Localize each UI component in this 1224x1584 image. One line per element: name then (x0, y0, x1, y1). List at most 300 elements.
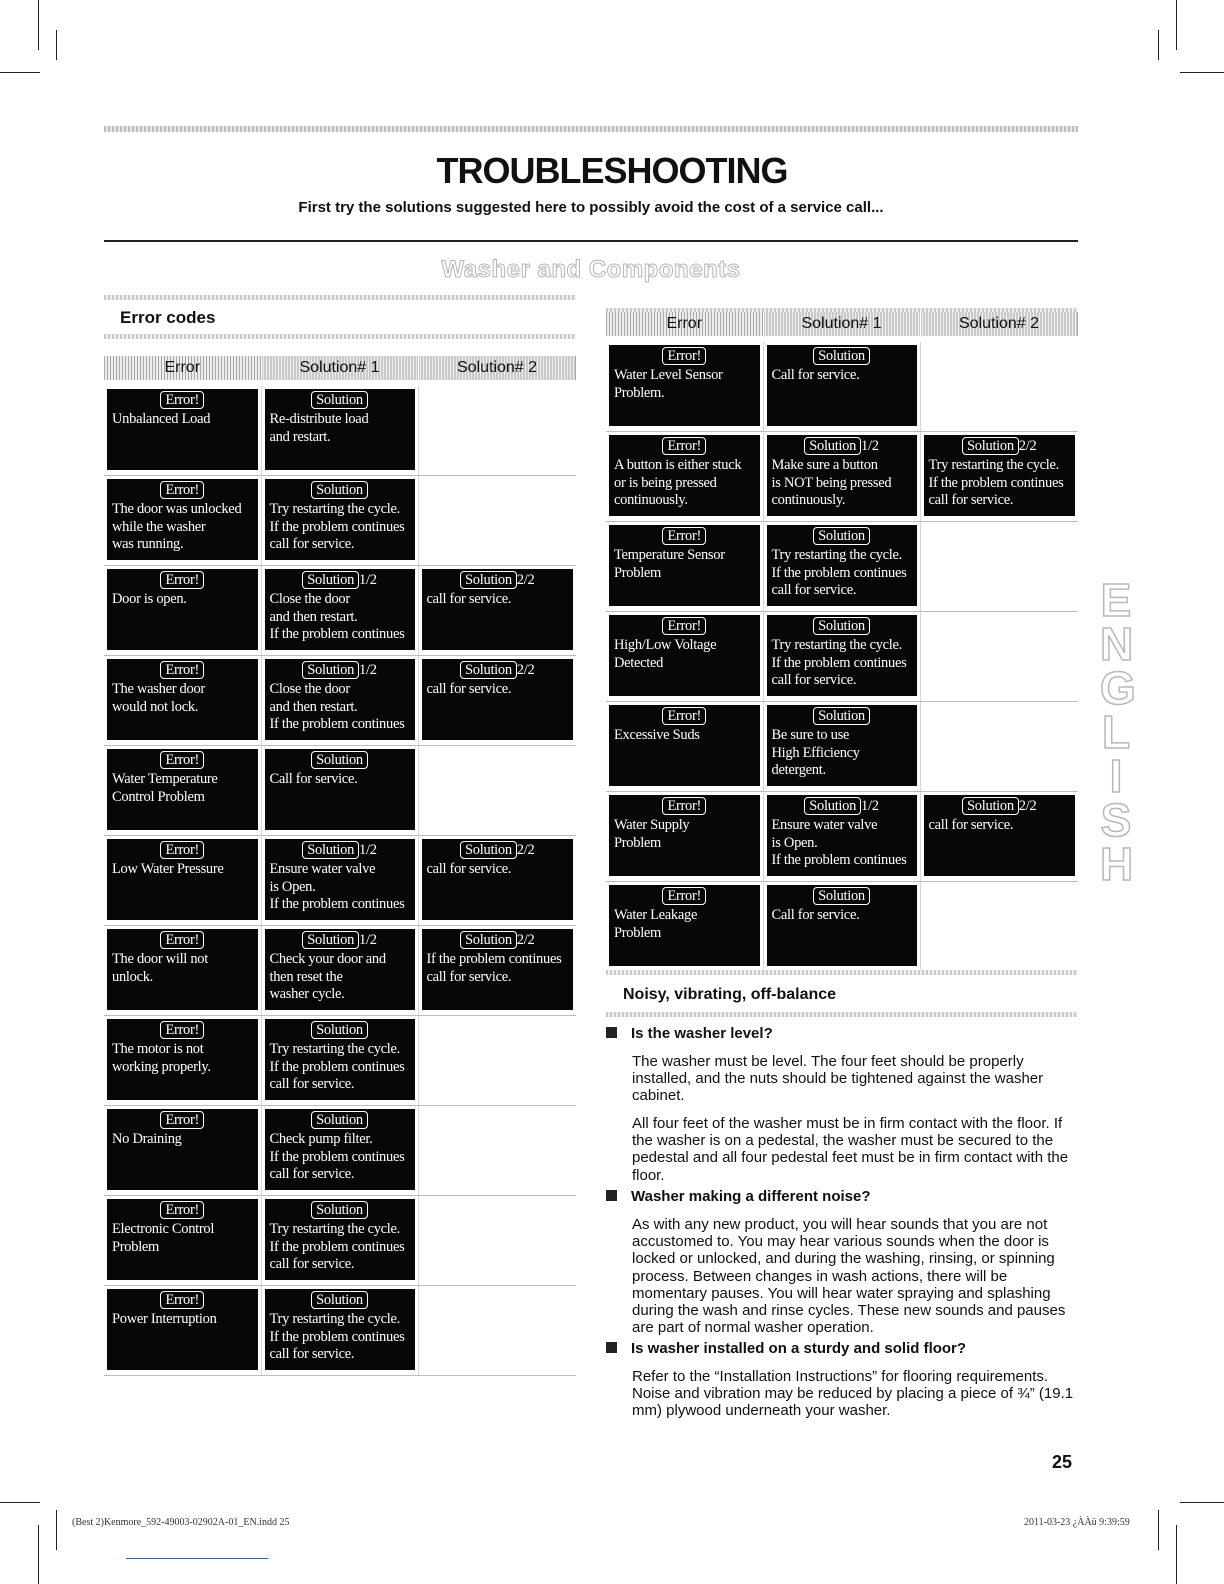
badge-row (270, 841, 410, 861)
badge-row (772, 617, 912, 637)
error-cell (606, 612, 763, 702)
error-codes-body (606, 339, 1078, 972)
error-description (107, 1109, 258, 1190)
solution-2-cell (418, 656, 576, 746)
error-cell (104, 1286, 261, 1376)
badge-row (772, 437, 912, 457)
solution-1-cell (763, 702, 920, 792)
col-header-solution-1: Solution# 1 (763, 312, 920, 339)
solution-badge: Solution (311, 481, 368, 499)
error-codes-table-continued (606, 312, 1079, 972)
error-description (609, 435, 760, 516)
solution-1 (767, 705, 917, 786)
solution-1-cell (261, 383, 418, 476)
badge-row (270, 391, 410, 411)
solution-badge: Solution (460, 571, 517, 589)
error-description (107, 929, 258, 1010)
crop-mark (1158, 30, 1159, 60)
solution-1-text: Check pump filter. If the problem continues call for service. (269, 1131, 405, 1182)
solution-1-text: Check your door and then reset the washer cycle. (269, 951, 386, 1002)
question-sturdy-floor: Is washer installed on a sturdy and solid floor? (606, 1340, 1086, 1357)
error-description-text: No Draining (112, 1131, 182, 1147)
badge-row (270, 661, 410, 681)
bullet-square-icon (606, 1342, 617, 1353)
footer-link-line (126, 1558, 268, 1559)
solution-1-text: Call for service. (771, 367, 860, 383)
solution-2-cell (418, 476, 576, 566)
solution-2-text: call for service. (426, 591, 512, 607)
solution-2-cell (418, 1286, 576, 1376)
crop-mark (0, 72, 40, 73)
solution-1-cell (261, 926, 418, 1016)
badge-row (929, 797, 1071, 817)
error-description-text: Water Level Sensor Problem. (614, 367, 723, 401)
badge-row (427, 841, 569, 861)
table-row (104, 926, 576, 1016)
badge-row (112, 1021, 253, 1041)
badge-row (270, 751, 410, 771)
solution-badge: Solution (311, 1021, 368, 1039)
solution-2-cell (920, 522, 1078, 612)
table-row (104, 476, 576, 566)
error-description-text: High/Low Voltage Detected (614, 637, 717, 671)
solution-1 (265, 659, 415, 740)
badge-row (614, 527, 755, 547)
error-badge: Error! (160, 481, 204, 499)
badge-row (270, 481, 410, 501)
solution-badge: Solution (962, 797, 1019, 815)
badge-row (772, 347, 912, 367)
solution-1-cell (763, 432, 920, 522)
badge-row (614, 617, 755, 637)
solution-badge: Solution (302, 571, 359, 589)
solution-badge: Solution (460, 661, 517, 679)
solution-1-cell (763, 882, 920, 972)
solution-1-text: Try restarting the cycle. If the problem continues call for service. (771, 547, 907, 598)
solution-2-cell (418, 926, 576, 1016)
badge-row (270, 571, 410, 591)
solution-2-text: call for service. (426, 681, 512, 697)
error-description (107, 839, 258, 920)
solution-2-cell (418, 746, 576, 836)
bullet-square-icon (606, 1190, 617, 1201)
badge-row (112, 571, 253, 591)
table-row (606, 522, 1078, 612)
error-cell (606, 432, 763, 522)
page-title: TROUBLESHOOTING (436, 150, 788, 191)
col-header-solution-2: Solution# 2 (418, 356, 576, 383)
side-label-letter: G (1100, 662, 1136, 714)
solution-1-cell (261, 836, 418, 926)
error-badge: Error! (160, 1111, 204, 1129)
solution-badge: Solution (311, 391, 368, 409)
badge-row (772, 797, 912, 817)
footer-timestamp: 2011-03-23 ¿ÀÀü 9:39:59 (1024, 1517, 1130, 1528)
error-badge: Error! (662, 797, 706, 815)
error-badge: Error! (662, 437, 706, 455)
solution-1-text: Re-distribute load and restart. (269, 411, 369, 445)
col-header-solution-1: Solution# 1 (261, 356, 418, 383)
table-row (606, 792, 1078, 882)
badge-row (929, 437, 1071, 457)
step-fraction: 1/2 (359, 932, 377, 948)
solution-1 (767, 795, 917, 876)
error-badge: Error! (662, 347, 706, 365)
solution-2-cell (418, 1016, 576, 1106)
step-fraction: 2/2 (1018, 438, 1037, 454)
error-description (107, 1199, 258, 1280)
solution-badge: Solution (962, 437, 1019, 455)
step-fraction: 1/2 (359, 572, 377, 588)
solution-badge: Solution (302, 661, 359, 679)
solution-1-cell (261, 1196, 418, 1286)
solution-1-cell (261, 566, 418, 656)
solution-2-cell (920, 612, 1078, 702)
step-fraction: 2/2 (516, 662, 535, 678)
error-description (107, 1019, 258, 1100)
error-codes-table (104, 356, 577, 1376)
step-fraction: 2/2 (516, 572, 535, 588)
solution-2-cell (418, 1106, 576, 1196)
error-description-text: Power Interruption (112, 1311, 217, 1327)
left-top-rule (104, 295, 576, 300)
crop-mark (1176, 0, 1177, 50)
error-badge: Error! (160, 1201, 204, 1219)
table-row (104, 746, 576, 836)
error-description-text: Low Water Pressure (112, 861, 224, 877)
badge-row (614, 887, 755, 907)
solution-1-text: Close the door and then restart. If the problem continues (269, 591, 405, 642)
badge-row (270, 1201, 410, 1221)
solution-badge: Solution (311, 751, 368, 769)
solution-badge: Solution (813, 887, 870, 905)
solution-1 (265, 479, 415, 560)
solution-1 (767, 345, 917, 426)
language-side-label (1100, 574, 1136, 890)
badge-row (270, 931, 410, 951)
table-row (104, 566, 576, 656)
badge-row (112, 1291, 253, 1311)
solution-2-text: call for service. (928, 817, 1014, 833)
solution-1-text: Try restarting the cycle. If the problem continues call for service. (269, 1221, 405, 1272)
error-description (107, 659, 258, 740)
solution-badge: Solution (311, 1111, 368, 1129)
table-row (104, 1106, 576, 1196)
solution-1-text: Try restarting the cycle. If the problem continues call for service. (269, 1041, 405, 1092)
error-description-text: A button is either stuck or is being pressed continuously. (614, 457, 742, 508)
error-badge: Error! (160, 1291, 204, 1309)
solution-1 (265, 389, 415, 470)
table-row (104, 383, 576, 476)
badge-row (112, 1201, 253, 1221)
badge-row (772, 707, 912, 727)
table-row (606, 432, 1078, 522)
solution-1-cell (261, 1016, 418, 1106)
solution-badge: Solution (311, 1291, 368, 1309)
answer-paragraph: The washer must be level. The four feet should be properly installed, and the nuts should be tightened against the washer cabinet. (632, 1053, 1044, 1105)
solution-badge: Solution (813, 617, 870, 635)
solution-1-text: Ensure water valve is Open. If the problem continues (269, 861, 405, 912)
crop-mark (1176, 1525, 1177, 1584)
error-description (609, 705, 760, 786)
error-cell (104, 476, 261, 566)
side-label-letter: N (1100, 618, 1134, 670)
solution-badge: Solution (302, 841, 359, 859)
solution-badge: Solution (460, 931, 517, 949)
step-fraction: 1/2 (359, 842, 377, 858)
error-description-text: Unbalanced Load (112, 411, 211, 427)
solution-1-text: Call for service. (269, 771, 358, 787)
table-row (104, 836, 576, 926)
noise-top-rule (606, 970, 1078, 975)
badge-row (614, 437, 755, 457)
error-cell (104, 746, 261, 836)
solution-1-text: Be sure to use High Efficiency detergent. (771, 727, 860, 778)
solution-1 (265, 929, 415, 1010)
solution-2 (422, 569, 574, 650)
solution-badge: Solution (813, 707, 870, 725)
col-header-error: Error (104, 356, 261, 383)
error-cell (606, 522, 763, 612)
error-cell (104, 656, 261, 746)
footer-file-name: (Best 2)Kenmore_592-49003-02902A-01_EN.indd 25 (72, 1517, 290, 1528)
error-badge: Error! (160, 751, 204, 769)
solution-2-cell (418, 1196, 576, 1286)
badge-row (112, 481, 253, 501)
badge-row (614, 347, 755, 367)
error-description-text: Door is open. (112, 591, 187, 607)
badge-row (427, 571, 569, 591)
solution-1-cell (261, 656, 418, 746)
step-fraction: 1/2 (861, 438, 879, 454)
crop-mark (0, 1502, 40, 1503)
solution-1-text: Try restarting the cycle. If the problem continues call for service. (771, 637, 907, 688)
question-different-noise: Washer making a different noise? (606, 1188, 1086, 1205)
error-cell (606, 882, 763, 972)
error-cell (606, 339, 763, 432)
error-badge: Error! (662, 707, 706, 725)
table-row (104, 1016, 576, 1106)
solution-badge: Solution (813, 347, 870, 365)
error-description-text: The door will not unlock. (112, 951, 208, 985)
solution-badge: Solution (804, 437, 861, 455)
table-header-row (606, 312, 1078, 339)
side-label-letter: S (1100, 794, 1132, 846)
solution-1 (265, 1289, 415, 1370)
table-row (606, 612, 1078, 702)
error-description-text: Water Temperature Control Problem (112, 771, 218, 805)
crop-mark (56, 1510, 57, 1550)
solution-badge: Solution (460, 841, 517, 859)
error-cell (104, 926, 261, 1016)
error-codes-heading: Error codes (120, 308, 216, 327)
solution-2-cell (418, 566, 576, 656)
step-fraction: 1/2 (861, 798, 879, 814)
solution-1-cell (763, 612, 920, 702)
solution-1 (265, 569, 415, 650)
section-title: Washer and Components (441, 256, 741, 283)
crop-mark (38, 1525, 39, 1584)
table-row (606, 702, 1078, 792)
solution-1-cell (763, 339, 920, 432)
solution-2 (422, 659, 574, 740)
error-description-text: The door was unlocked while the washer was running. (112, 501, 242, 552)
error-description (609, 615, 760, 696)
side-label-letter: I (1109, 750, 1123, 802)
solution-2-text: call for service. (426, 861, 512, 877)
solution-1-cell (261, 1106, 418, 1196)
error-description (107, 569, 258, 650)
solution-2 (924, 435, 1076, 516)
table-row (104, 656, 576, 746)
solution-2 (422, 929, 574, 1010)
top-dotted-rule (104, 126, 1078, 132)
solution-1 (767, 525, 917, 606)
crop-mark (1180, 72, 1224, 73)
crop-mark (38, 0, 39, 50)
solution-badge: Solution (804, 797, 861, 815)
error-description-text: Electronic Control Problem (112, 1221, 215, 1255)
solution-2-cell (418, 383, 576, 476)
solution-1-cell (261, 476, 418, 566)
error-description-text: Water Leakage Problem (614, 907, 698, 941)
bullet-square-icon (606, 1027, 617, 1038)
error-badge: Error! (662, 887, 706, 905)
answer-paragraph: As with any new product, you will hear sounds that you are not accustomed to. You may hear various sounds when the door is locked or unlocked, and during the washing, rinsing, or spinning process. Between changes in wash actions, there will be momentary pauses. You will hear water spraying and splashing during the wash and rinse cycles. These new sounds and pauses are part of normal washer operation. (632, 1216, 1066, 1337)
solution-1 (265, 1109, 415, 1190)
solution-1 (265, 1199, 415, 1280)
crop-mark (56, 30, 57, 60)
table-row (606, 882, 1078, 972)
badge-row (112, 751, 253, 771)
crop-mark (1180, 1502, 1224, 1503)
solution-badge: Solution (302, 931, 359, 949)
error-cell (104, 836, 261, 926)
solution-2-text: If the problem continues call for service. (426, 951, 562, 985)
error-badge: Error! (160, 391, 204, 409)
answer-paragraph: All four feet of the washer must be in firm contact with the floor. If the washer is on a pedestal, the washer must be secured to the pedestal and all four pedestal feet must be in firm contact with the floor. (632, 1115, 1069, 1184)
solution-2 (422, 839, 574, 920)
error-badge: Error! (160, 1021, 204, 1039)
step-fraction: 2/2 (516, 932, 535, 948)
error-badge: Error! (160, 571, 204, 589)
error-description-text: Water Supply Problem (614, 817, 690, 851)
solution-1-text: Try restarting the cycle. If the problem continues call for service. (269, 501, 405, 552)
solution-2 (924, 795, 1076, 876)
error-cell (104, 1196, 261, 1286)
question-washer-level: Is the washer level? (606, 1025, 1086, 1042)
solution-1 (767, 435, 917, 516)
solution-1-cell (763, 522, 920, 612)
badge-row (270, 1291, 410, 1311)
header-divider (104, 240, 1078, 242)
error-codes-body (104, 383, 576, 1376)
solution-1-text: Call for service. (771, 907, 860, 923)
solution-2-cell (920, 882, 1078, 972)
solution-1-text: Try restarting the cycle. If the problem continues call for service. (269, 1311, 405, 1362)
step-fraction: 2/2 (1018, 798, 1037, 814)
badge-row (772, 887, 912, 907)
solution-badge: Solution (813, 527, 870, 545)
error-cell (606, 702, 763, 792)
noise-heading: Noisy, vibrating, off-balance (623, 986, 837, 1003)
badge-row (270, 1111, 410, 1131)
error-description-text: Temperature Sensor Problem (614, 547, 725, 581)
badge-row (112, 931, 253, 951)
solution-2-cell (920, 432, 1078, 522)
table-row (104, 1196, 576, 1286)
badge-row (270, 1021, 410, 1041)
badge-row (112, 841, 253, 861)
badge-row (614, 797, 755, 817)
solution-1-cell (261, 746, 418, 836)
badge-row (112, 1111, 253, 1131)
error-cell (104, 383, 261, 476)
table-row (104, 1286, 576, 1376)
solution-1-text: Close the door and then restart. If the problem continues (269, 681, 405, 732)
solution-2-cell (418, 836, 576, 926)
badge-row (772, 527, 912, 547)
col-header-error: Error (606, 312, 763, 339)
error-cell (104, 566, 261, 656)
step-fraction: 1/2 (359, 662, 377, 678)
solution-1 (265, 1019, 415, 1100)
page-subtitle: First try the solutions suggested here to possibly avoid the cost of a service call... (298, 199, 884, 216)
solution-2-text: Try restarting the cycle. If the problem continues call for service. (928, 457, 1064, 508)
error-badge: Error! (160, 931, 204, 949)
error-description (609, 885, 760, 966)
solution-1 (767, 615, 917, 696)
error-cell (606, 792, 763, 882)
badge-row (112, 661, 253, 681)
error-cell (104, 1106, 261, 1196)
error-cell (104, 1016, 261, 1106)
error-description-text: The motor is not working properly. (112, 1041, 211, 1075)
solution-1 (265, 749, 415, 830)
error-description (107, 749, 258, 830)
solution-1-text: Make sure a button is NOT being pressed continuously. (771, 457, 892, 508)
side-label-letter: E (1100, 574, 1132, 626)
error-description-text: The washer door would not lock. (112, 681, 205, 715)
badge-row (427, 661, 569, 681)
side-label-letter: L (1101, 706, 1131, 758)
error-description (107, 389, 258, 470)
answer-paragraph: Refer to the “Installation Instructions” for flooring requirements. Noise and vibration may be reduced by placing a piece of ¾” (19.1 mm) plywood underneath your washer. (632, 1368, 1074, 1420)
error-description (107, 479, 258, 560)
page-number: 25 (1052, 1452, 1073, 1472)
solution-2-cell (920, 339, 1078, 432)
error-badge: Error! (662, 527, 706, 545)
error-description (609, 795, 760, 876)
solution-2-cell (920, 792, 1078, 882)
step-fraction: 2/2 (516, 842, 535, 858)
side-label-letter: H (1100, 838, 1134, 890)
solution-1-cell (763, 792, 920, 882)
error-description (107, 1289, 258, 1370)
solution-1-text: Ensure water valve is Open. If the problem continues (771, 817, 907, 868)
badge-row (427, 931, 569, 951)
error-description (609, 345, 760, 426)
table-row (606, 339, 1078, 432)
solution-badge: Solution (311, 1201, 368, 1219)
col-header-solution-2: Solution# 2 (920, 312, 1078, 339)
solution-1-cell (261, 1286, 418, 1376)
solution-2-cell (920, 702, 1078, 792)
crop-mark (1158, 1510, 1159, 1550)
left-heading-rule (104, 334, 576, 339)
solution-1 (265, 839, 415, 920)
badge-row (614, 707, 755, 727)
